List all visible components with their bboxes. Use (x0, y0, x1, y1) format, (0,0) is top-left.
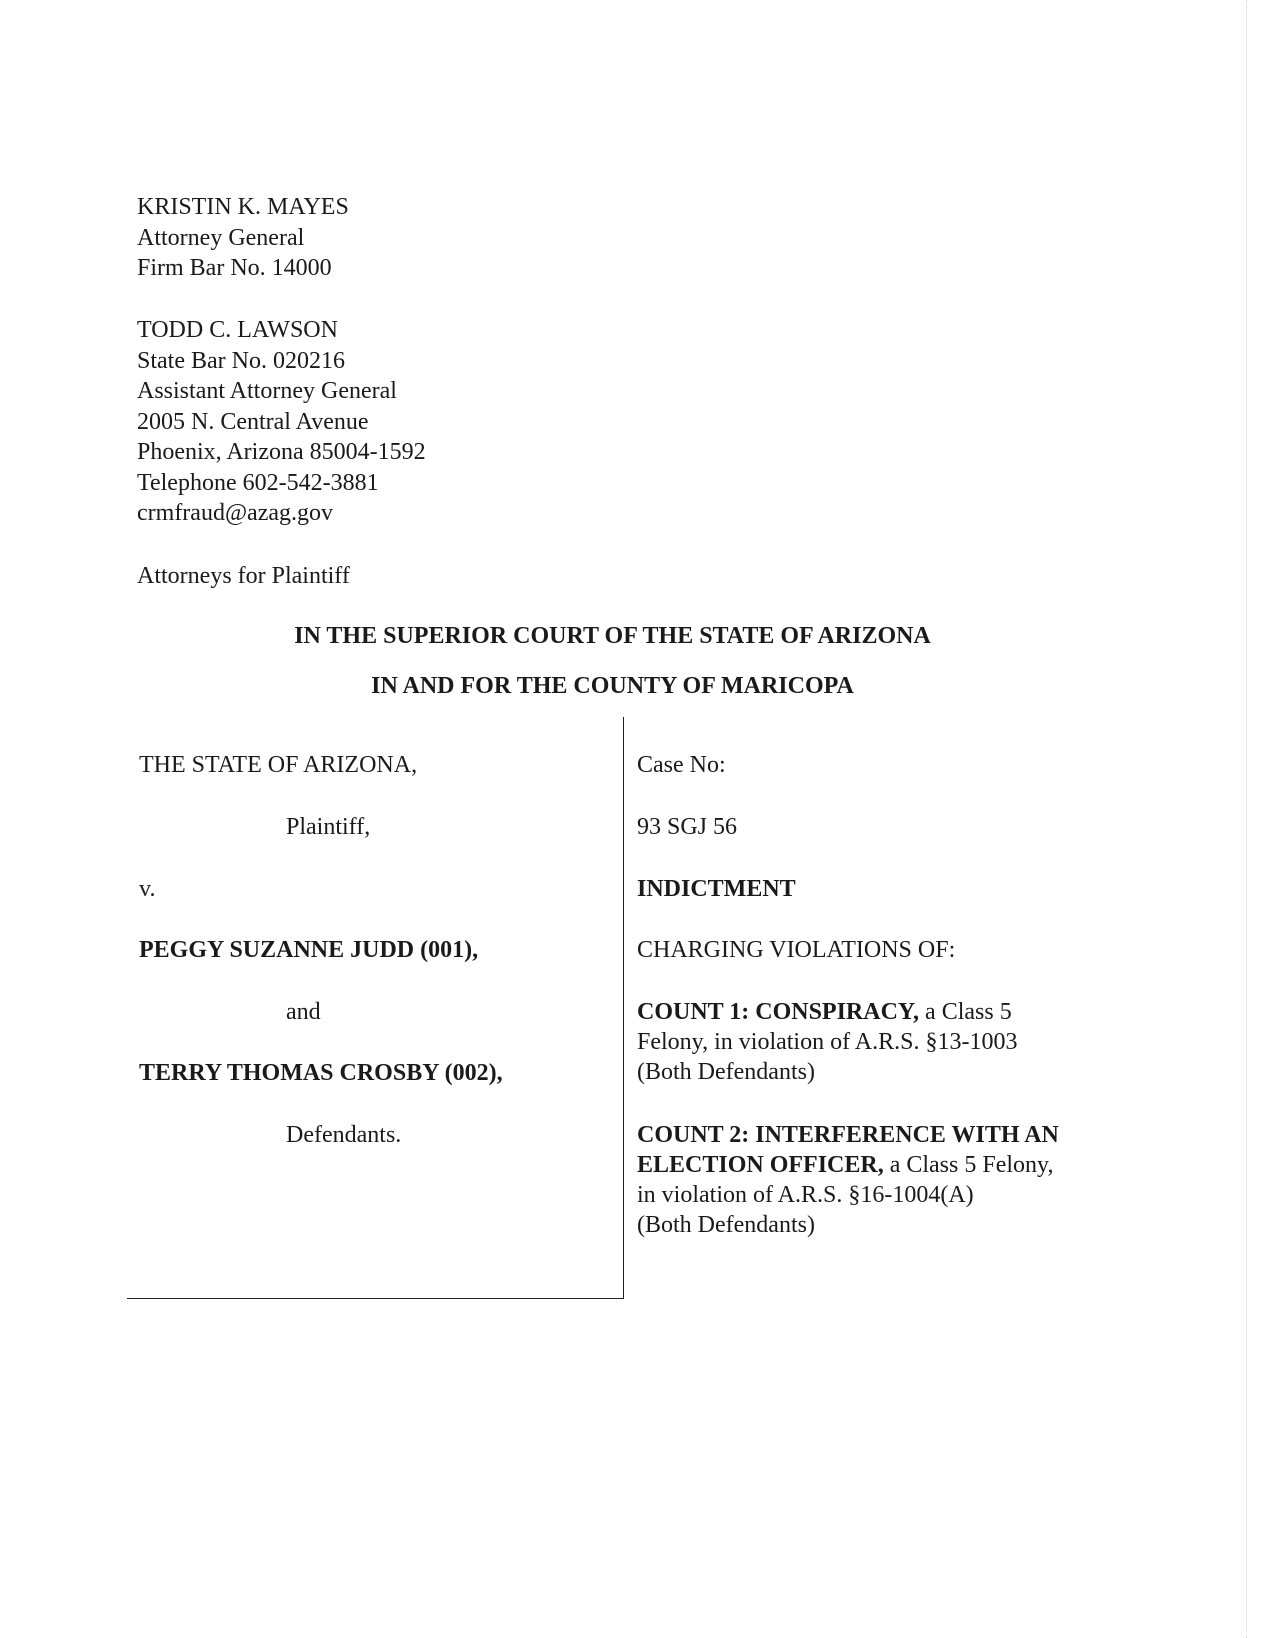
attorneys-for-plaintiff: Attorneys for Plaintiff (137, 563, 350, 589)
count-2-class: a Class 5 Felony, (883, 1152, 1054, 1178)
count-2-heading-2: ELECTION OFFICER, (637, 1152, 884, 1178)
defendant-1-name: PEGGY SUZANNE JUDD (001), (139, 937, 479, 963)
street-address: 2005 N. Central Avenue (137, 408, 369, 435)
plaintiff-label: Plaintiff, (286, 814, 371, 840)
count-2-heading-1: COUNT 2: INTERFERENCE WITH AN (637, 1122, 1059, 1148)
court-county: IN AND FOR THE COUNTY OF MARICOPA (371, 673, 854, 699)
count-2-line-2 (637, 1150, 1059, 1180)
defendant-2-name: TERRY THOMAS CROSBY (002), (139, 1060, 503, 1086)
count-1-statute: Felony, in violation of A.R.S. §13-1003 (637, 1029, 1018, 1055)
count-1-heading: COUNT 1: CONSPIRACY, (637, 999, 920, 1025)
count-1 (637, 997, 1017, 1087)
count-2-defendants: (Both Defendants) (637, 1212, 815, 1238)
firm-bar-number: Firm Bar No. 14000 (137, 255, 332, 281)
state-bar-number: State Bar No. 020216 (137, 347, 345, 374)
court-name: IN THE SUPERIOR COURT OF THE STATE OF ARIZONA (294, 623, 931, 649)
assistant-attorney-block (137, 315, 426, 529)
count-1-line-1 (637, 997, 1017, 1027)
count-1-class: a Class 5 (919, 999, 1012, 1025)
attorney-general-name: KRISTIN K. MAYES (137, 194, 349, 220)
caption-divider-horizontal (127, 1298, 624, 1299)
scan-margin-line (1246, 0, 1247, 1638)
count-2 (637, 1120, 1059, 1240)
email: crmfraud@azag.gov (137, 500, 334, 526)
plaintiff-name: THE STATE OF ARIZONA, (139, 752, 418, 778)
count-2-statute: in violation of A.R.S. §16-1004(A) (637, 1182, 974, 1208)
case-number-label: Case No: (637, 752, 726, 778)
and-label: and (286, 999, 321, 1025)
attorney-general-title: Attorney General (137, 224, 305, 251)
attorney-general-block (137, 192, 349, 284)
assistant-attorney-title: Assistant Attorney General (137, 378, 397, 404)
charging-violations-label: CHARGING VIOLATIONS OF: (637, 937, 956, 963)
versus-label: v. (139, 876, 156, 902)
count-2-heading-line-1 (637, 1120, 1059, 1150)
defendants-label: Defendants. (286, 1122, 402, 1148)
assistant-attorney-name: TODD C. LAWSON (137, 317, 338, 343)
telephone: Telephone 602-542-3881 (137, 469, 379, 496)
caption-divider-vertical (623, 717, 624, 1299)
count-1-defendants: (Both Defendants) (637, 1059, 815, 1085)
document-type: INDICTMENT (637, 876, 796, 902)
city-address: Phoenix, Arizona 85004-1592 (137, 439, 426, 465)
case-number: 93 SGJ 56 (637, 814, 738, 840)
